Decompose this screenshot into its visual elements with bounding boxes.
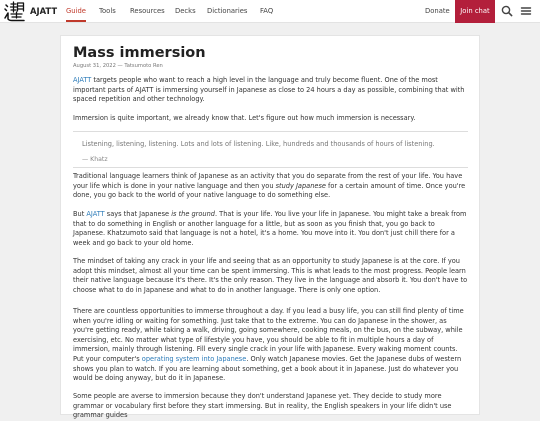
ajatt-logo-icon[interactable] bbox=[3, 1, 25, 22]
menu-icon[interactable] bbox=[518, 3, 534, 19]
nav-tools-link[interactable]: Tools bbox=[99, 7, 116, 15]
nav-guide-link[interactable]: Guide bbox=[66, 7, 86, 15]
search-icon[interactable] bbox=[499, 3, 515, 19]
article-paragraph-4: But AJATT says that Japanese is the ground. That is your life. You live your life in Japanese. You might take a break from that to do something in English or another language for a little, but as soon as you finish that, you go back to Japanese. Khatzumoto said that language is not a hotel, it's a home. You move into it. You don't just chill there for a week and go back to your old home. bbox=[73, 210, 467, 247]
nav-decks-link[interactable]: Decks bbox=[175, 7, 196, 15]
join-chat-label: Join chat bbox=[460, 7, 490, 15]
ajatt-link-2[interactable]: AJATT bbox=[86, 210, 105, 218]
page-title: Mass immersion bbox=[73, 45, 206, 61]
nav-dictionaries-link[interactable]: Dictionaries bbox=[207, 7, 248, 15]
active-nav-indicator bbox=[66, 20, 86, 22]
donate-link[interactable]: Donate bbox=[425, 7, 450, 15]
operating-system-link[interactable]: operating system into Japanese bbox=[141, 354, 247, 363]
article-paragraph-7: Some people are averse to immersion because they don't understand Japanese yet. They decide to study more grammar or vocabulary first before they start immersing. But in reality, the English speakers in your life didn't use grammar guides bbox=[73, 392, 452, 420]
article-paragraph-3: Traditional language learners think of Japanese as an activity that you do separate from the rest of your life. You have your life which is done in your native language and then you study Japanese for a certain amount of time. Once you're done, you go back to the world of your native language to do something else. bbox=[73, 172, 466, 200]
article-paragraph-6: There are countless opportunities to immerse throughout a day. If you lead a busy life, you can still find plenty of time when you're idling or waiting for something. Just take that to the extreme. You can do Japanese in the shower, as you're getting ready, while taking a walk, driving, going somewhere, cooking meals, on the bus, on the subway, while exercising, etc. No matter what type of lifestyle you have, you should be able to fit in multiple hours a day of immersion, mainly through listening. Fill every single crack in your life with Japanese. Every waking moment counts. Put your computer's operating system into Japanese. Only watch Japanese movies. Get the Japanese dubs of western shows you plan to watch. If you are learning about something, get a book about it in Japanese. Just do whatever you would be doing anyway, but do it in Japanese. bbox=[73, 307, 464, 383]
article-paragraph-1: AJATT targets people who want to reach a high level in the language and truly become fluent. One of the most important parts of AJATT is immersing yourself in Japanese as close to 24 hours a day as possible, combining that with spaced repetition and other technology. bbox=[73, 76, 465, 104]
site-brand-link[interactable]: AJATT bbox=[30, 6, 58, 16]
top-navigation-bar bbox=[0, 0, 540, 23]
quote-text: Listening, listening, listening. Lots and lots of listening. Like, hundreds and thousands of hours of listening. bbox=[82, 140, 435, 148]
blockquote bbox=[73, 131, 468, 168]
ajatt-link[interactable]: AJATT bbox=[73, 76, 92, 84]
nav-faq-link[interactable]: FAQ bbox=[260, 7, 274, 15]
quote-author: — Khatz bbox=[82, 156, 108, 163]
nav-resources-link[interactable]: Resources bbox=[130, 7, 165, 15]
article-paragraph-2: Immersion is quite important, we already know that. Let's figure out how much immersion is necessary. bbox=[73, 114, 416, 122]
article-meta: August 31, 2022 — Tatsumoto Ren bbox=[73, 63, 163, 69]
article-paragraph-5: The mindset of taking any crack in your life and seeing that as an opportunity to study Japanese is at the core. If you adopt this mindset, almost all your time can be spent immersing. This is what leads to the most progress. People learn their native language because it's there. It's the only reason. They live in the language and absorb it. You don't have to choose what to do in Japanese and what to do in another language. There is only one option. bbox=[73, 257, 468, 294]
join-chat-button[interactable] bbox=[455, 0, 495, 23]
